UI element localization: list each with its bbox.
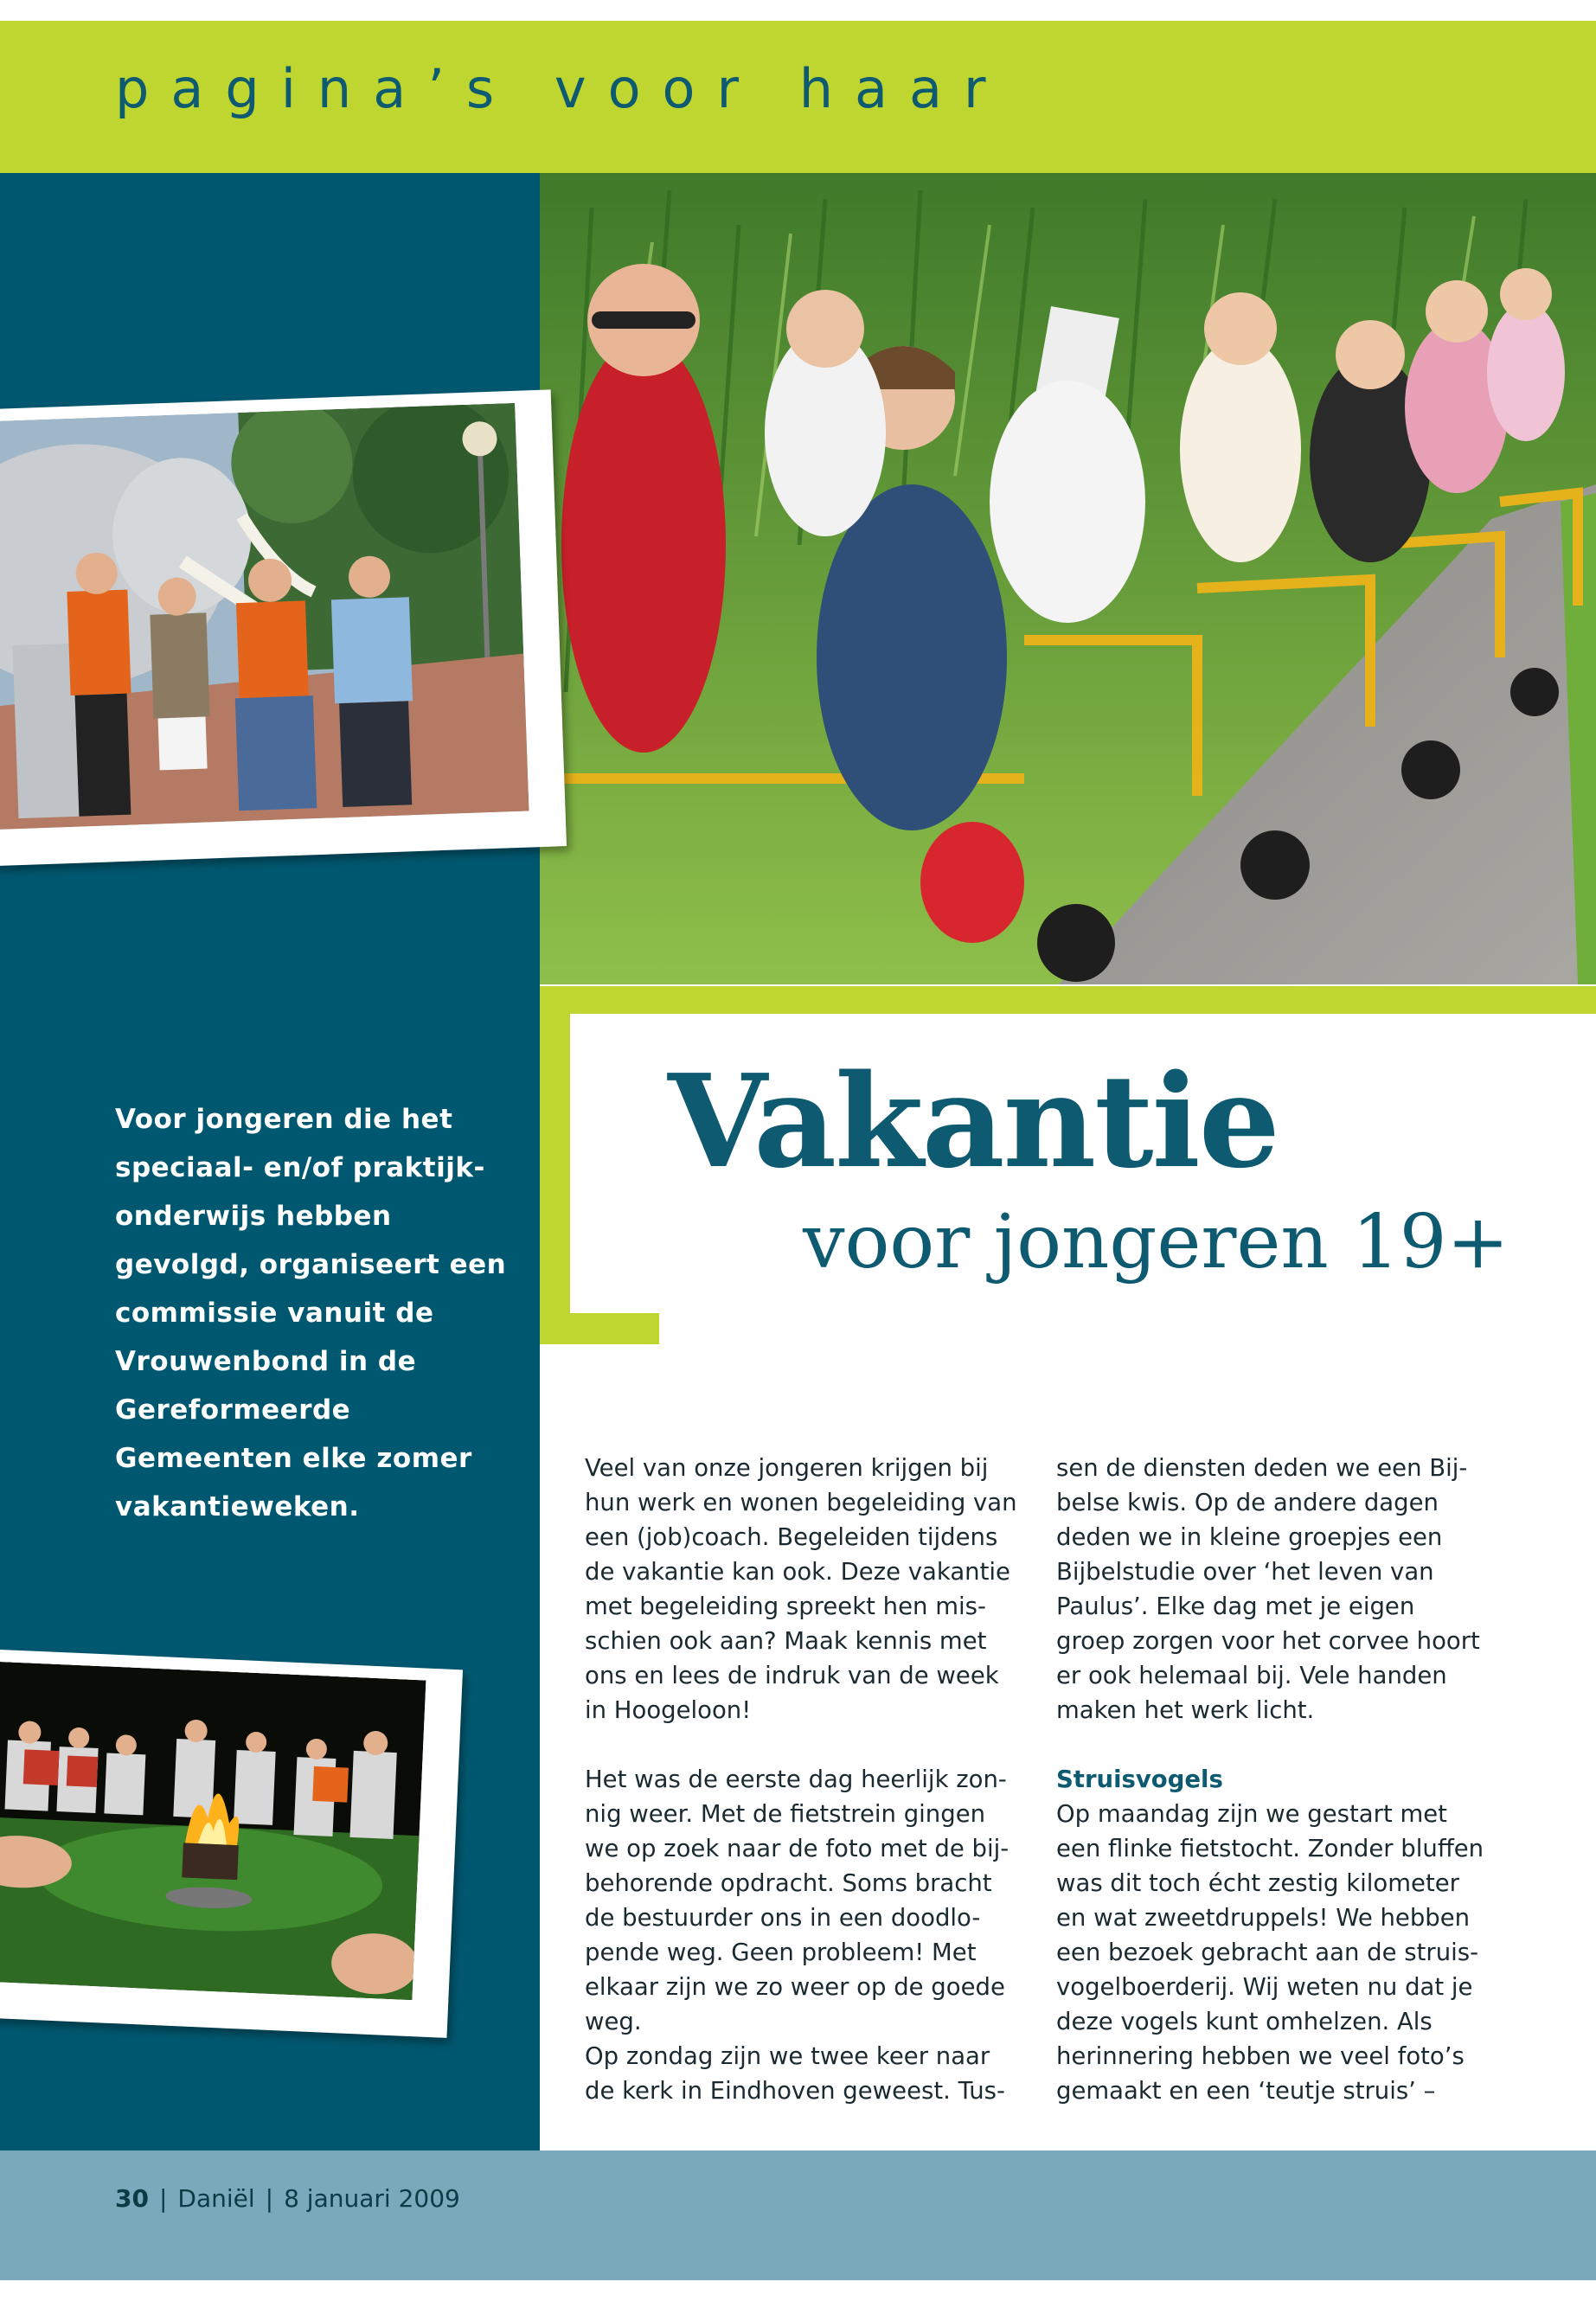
section-label: pagina’s voor haar xyxy=(115,57,1008,120)
title-frame-top xyxy=(540,986,1596,1014)
magazine-name: Daniël xyxy=(177,2184,255,2213)
paragraph: Het was de eerste dag heerlijk zon- nig weer. Met de fietstrein gingen we op zoek naar de foto met de bij- behorende opdracht. Soms bracht de bestuurder ons in een doodlo- pende weg. Geen probleem! Met elkaar zijn we zo weer op de goede weg. xyxy=(585,1766,1010,2035)
intro-text: Voor jongeren die het speciaal- en/of praktijk-onderwijs hebben gevolgd, organiseert een commissie vanuit de Vrouwenbond in de Gereformeerde Gemeenten elke zomer vakantieweken. xyxy=(115,1104,507,1522)
page-number: 30 xyxy=(115,2184,149,2213)
paragraph: Veel van onze jongeren krijgen bij hun werk en wonen begeleiding van een (job)coach. Begeleiden tijdens de vakantie kan ook. Deze vakantie met begeleiding spreekt hen mis- schien ook aan? Maak kennis met ons en lees de indruk van de week in Hoogeloon! xyxy=(585,1454,1017,1724)
article-title: Vakantie xyxy=(668,1046,1279,1196)
page-footer xyxy=(115,2184,460,2213)
elephant-statue-photo xyxy=(0,389,567,866)
campfire-illustration xyxy=(0,1662,426,2000)
section-heading: Struisvogels xyxy=(1056,1766,1223,1793)
paragraph: Op zondag zijn we twee keer naar de kerk in Eindhoven geweest. Tus- xyxy=(585,2042,1005,2105)
bicycle-train-illustration xyxy=(540,173,1596,984)
footer-separator: | xyxy=(265,2184,274,2213)
body-column-right xyxy=(1056,1451,1506,2108)
paragraph: sen de diensten deden we een Bij- belse kwis. Op de andere dagen deden we in kleine groepjes een Bijbelstudie over ‘het leven van Paulus’. Elke dag met je eigen groep zorgen voor het corvee hoort er ook helemaal bij. Vele handen maken het werk licht. xyxy=(1056,1454,1480,1724)
paragraph: Op maandag zijn we gestart met een flinke fietstocht. Zonder bluffen was dit toch écht zestig kilometer en wat zweetdruppels! We hebben een bezoek gebracht aan de struis- vogelboerderij. Wij weten nu dat je deze vogels kunt omhelzen. Als herinnering hebben we veel foto’s gemaakt en een ‘teutje struis’ – xyxy=(1056,1800,1484,2105)
body-column-left xyxy=(585,1451,1035,2108)
title-frame-foot xyxy=(540,1313,659,1344)
elephant-statue-illustration xyxy=(0,403,529,830)
article-subtitle: voor jongeren 19+ xyxy=(803,1199,1509,1285)
footer-separator: | xyxy=(158,2184,168,2213)
footer-band xyxy=(0,2150,1596,2280)
issue-date: 8 januari 2009 xyxy=(284,2184,460,2213)
title-frame-side xyxy=(540,986,570,1344)
bicycle-train-photo xyxy=(540,173,1596,984)
campfire-photo xyxy=(0,1649,463,2038)
